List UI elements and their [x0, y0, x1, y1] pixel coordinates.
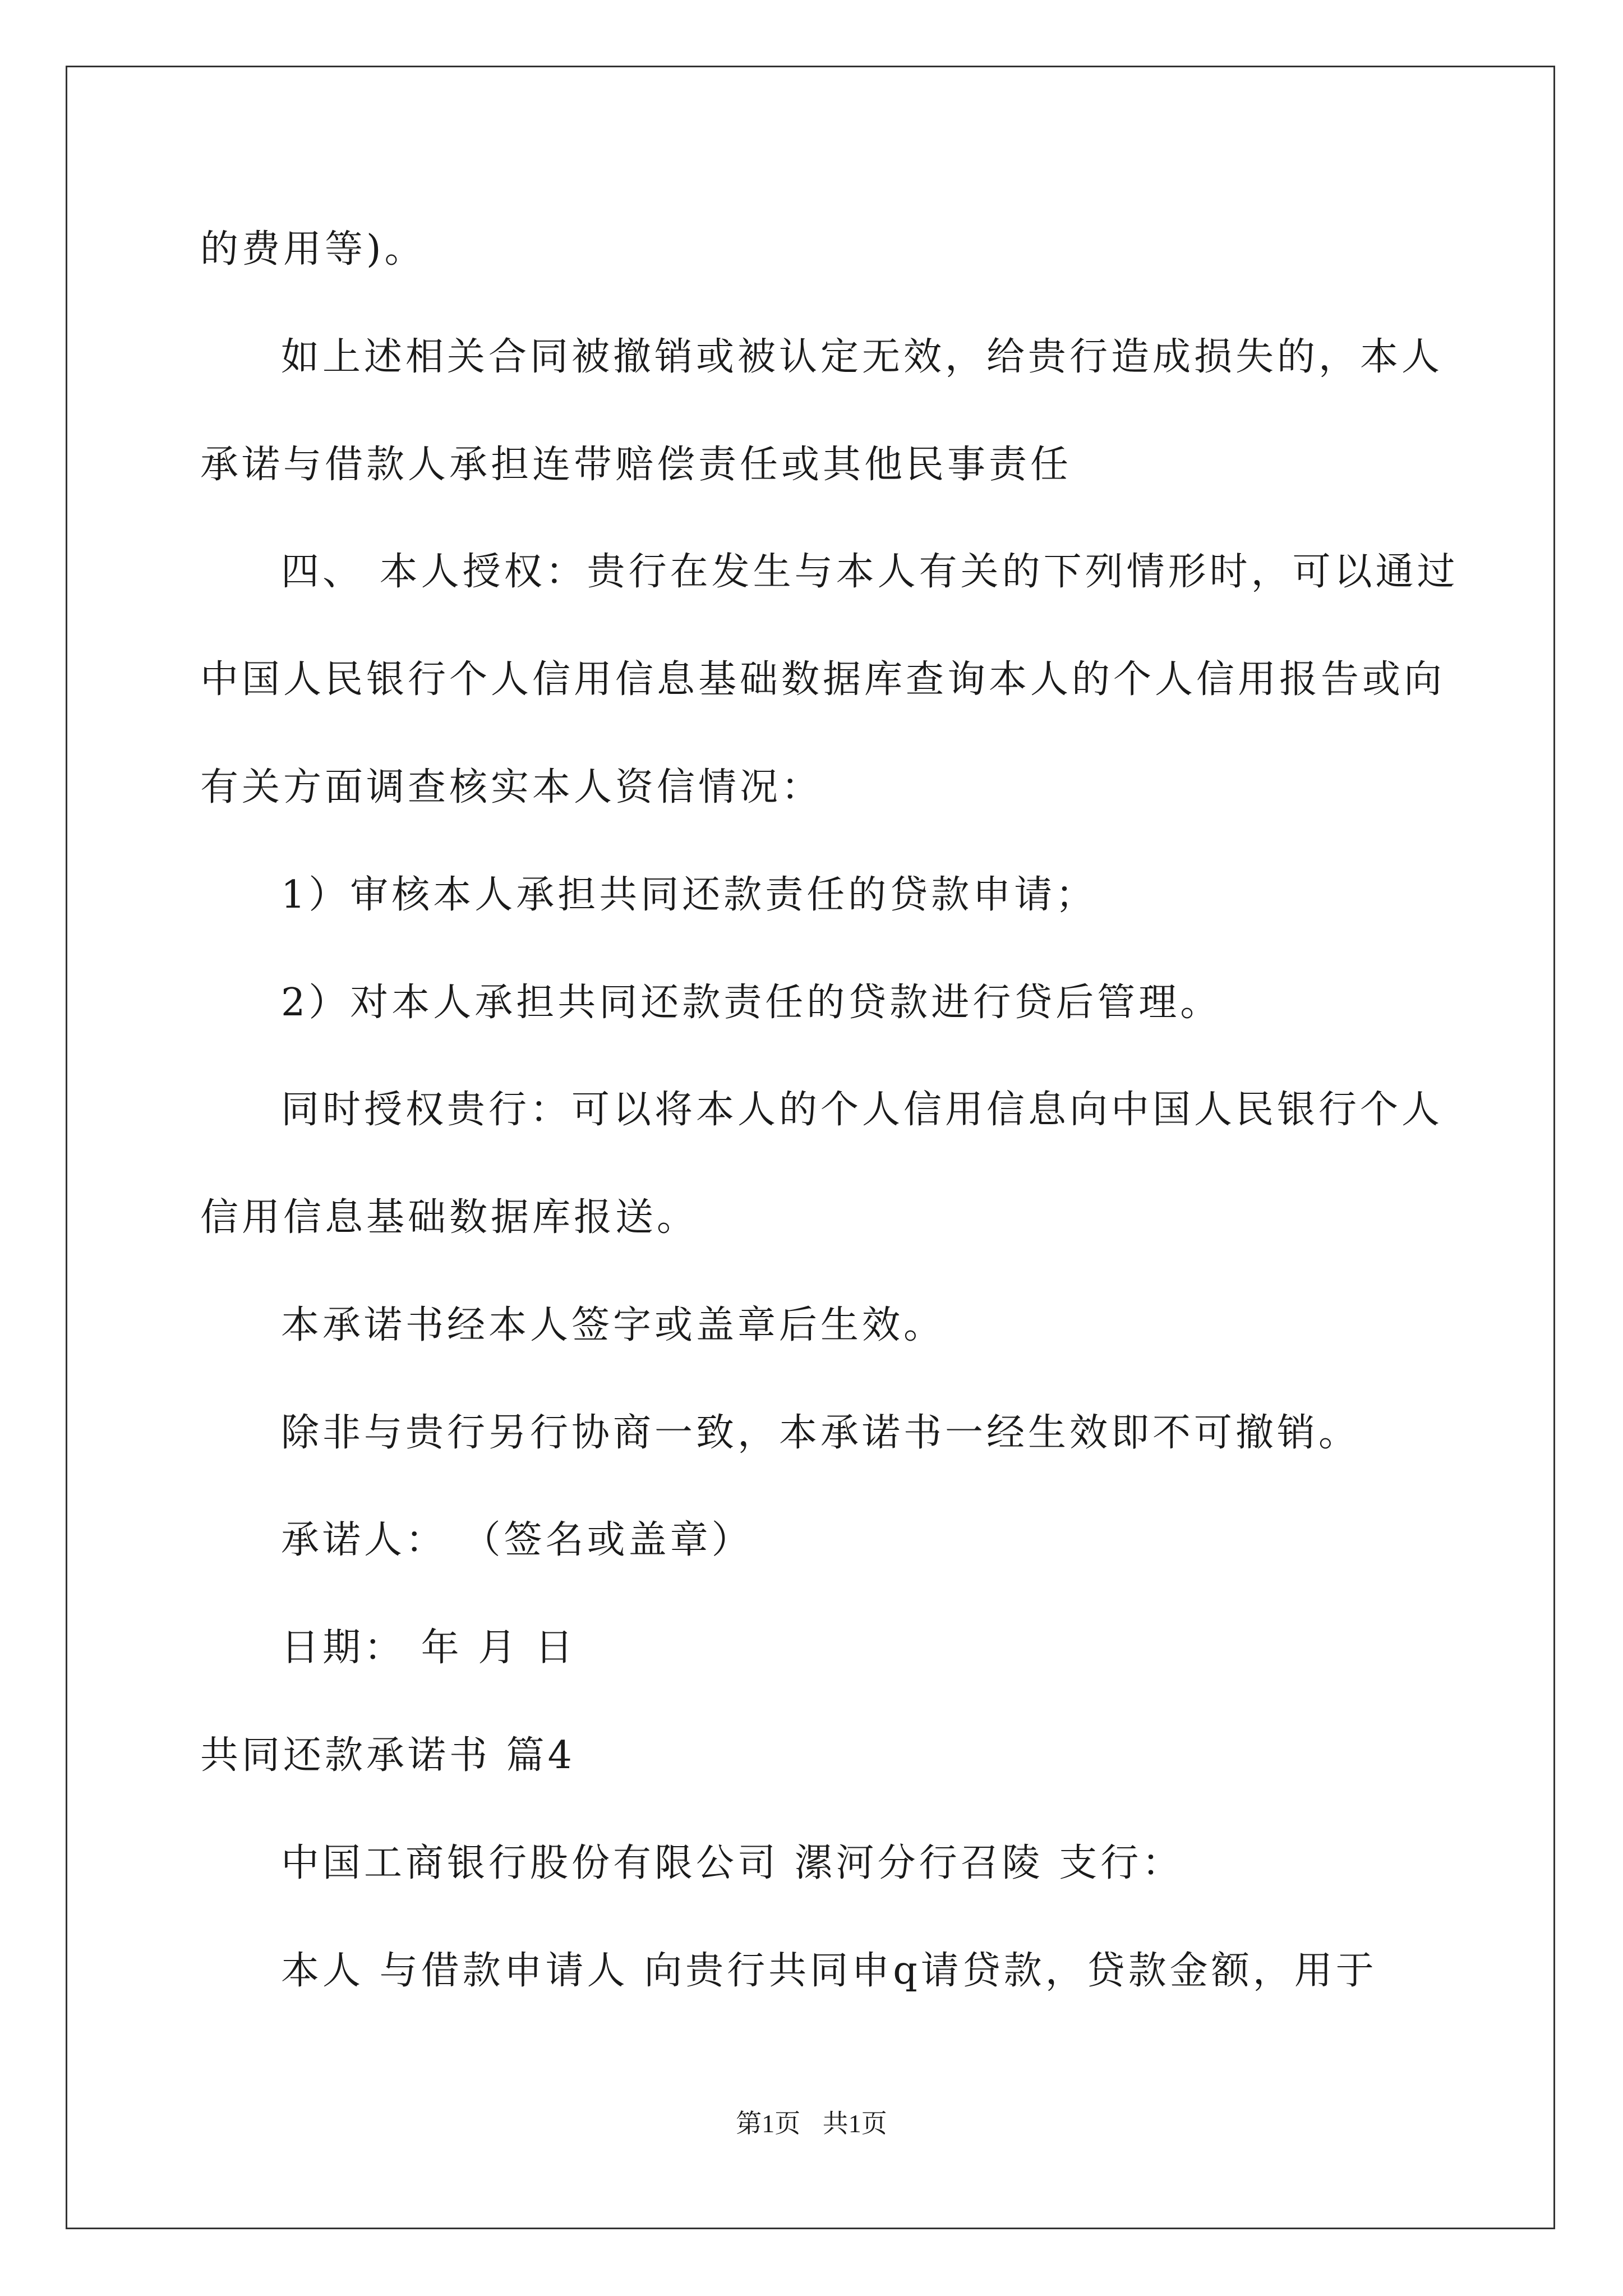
page-footer [0, 2108, 1623, 2139]
text-line: 同时授权贵行：可以将本人的个人信用信息向中国人民银行个人 [281, 1088, 1444, 1132]
page-number: 第1页 [736, 2109, 801, 2138]
text-line: 有关方面调查核实本人资信情况： [200, 765, 823, 809]
text-line: 本人 与借款申请人 向贵行共同申q请贷款，贷款金额，用于 [281, 1949, 1377, 1993]
text-line: 承诺与借款人承担连带赔偿责任或其他民事责任 [200, 443, 1072, 487]
page-total: 共1页 [822, 2109, 887, 2138]
text-line: 中国人民银行个人信用信息基础数据库查询本人的个人信用报告或向 [200, 657, 1446, 702]
page-border [66, 66, 1555, 2229]
text-line: 四、 本人授权：贵行在发生与本人有关的下列情形时，可以通过 [281, 550, 1459, 594]
addressee-line: 中国工商银行股份有限公司 漯河分行召陵 支行： [281, 1841, 1184, 1885]
text-line: 如上述相关合同被撤销或被认定无效，给贵行造成损失的，本人 [281, 335, 1444, 379]
date-line: 日期： 年 月 日 [281, 1626, 577, 1670]
text-line: 信用信息基础数据库报送。 [200, 1195, 699, 1240]
signature-line: 承诺人： （签名或盖章） [281, 1518, 753, 1562]
list-item: 1）审核本人承担共同还款责任的贷款申请； [281, 873, 1098, 917]
text-line: 的费用等)。 [200, 227, 426, 272]
text-line: 除非与贵行另行协商一致，本承诺书一经生效即不可撤销。 [281, 1411, 1361, 1455]
section-heading: 共同还款承诺书 篇4 [200, 1733, 575, 1778]
list-item: 2）对本人承担共同还款责任的贷款进行贷后管理。 [281, 981, 1222, 1025]
text-line: 本承诺书经本人签字或盖章后生效。 [281, 1303, 946, 1347]
